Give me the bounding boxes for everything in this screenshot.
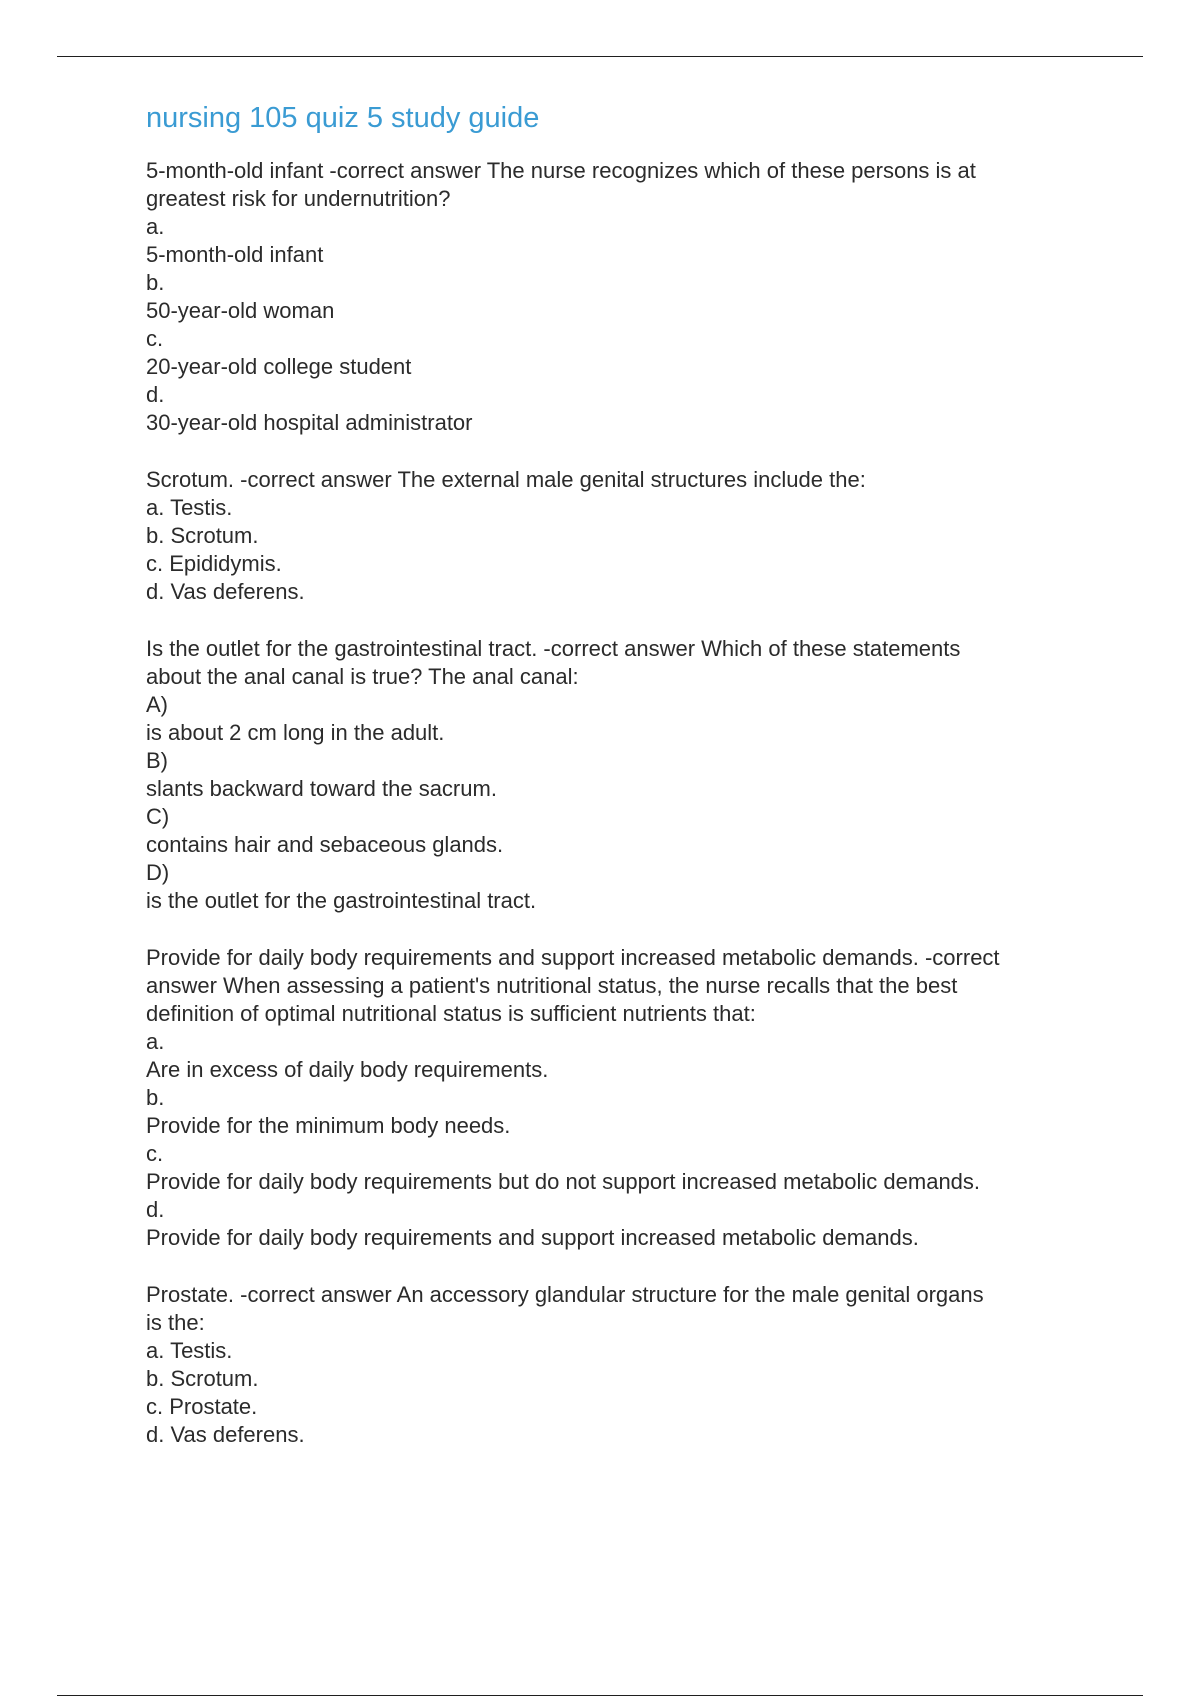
answer-option-text: Provide for the minimum body needs. <box>146 1113 511 1138</box>
answer-option-letter: a. <box>146 1029 165 1054</box>
answer-option-letter: b. <box>146 270 165 295</box>
question-prompt-line: Prostate. -correct answer An accessory glandular structure for the male genital organs <box>146 1282 984 1307</box>
answer-option: c. Epididymis. <box>146 551 282 576</box>
answer-option-text: Provide for daily body requirements and support increased metabolic demands. <box>146 1225 919 1250</box>
answer-option: c. Prostate. <box>146 1394 258 1419</box>
answer-option-text: 30-year-old hospital administrator <box>146 410 473 435</box>
question-block-2 <box>146 466 1106 606</box>
answer-option: d. Vas deferens. <box>146 579 305 604</box>
footer-rule <box>57 1695 1143 1696</box>
document-body <box>146 98 1106 1478</box>
question-prompt-line: about the anal canal is true? The anal canal: <box>146 664 579 689</box>
answer-option-letter: a. <box>146 214 165 239</box>
question-block-4 <box>146 944 1106 1252</box>
question-prompt-line: 5-month-old infant -correct answer The nurse recognizes which of these persons is at <box>146 158 976 183</box>
question-prompt-line: Scrotum. -correct answer The external male genital structures include the: <box>146 467 866 492</box>
answer-option-text: 5-month-old infant <box>146 242 324 267</box>
answer-option-text: is the outlet for the gastrointestinal tract. <box>146 888 537 913</box>
answer-option-text: is about 2 cm long in the adult. <box>146 720 445 745</box>
answer-option: a. Testis. <box>146 495 233 520</box>
question-prompt-line: answer When assessing a patient's nutritional status, the nurse recalls that the best <box>146 973 958 998</box>
question-prompt-line: Is the outlet for the gastrointestinal tract. -correct answer Which of these statements <box>146 636 961 661</box>
answer-option-letter: B) <box>146 748 168 773</box>
answer-option: d. Vas deferens. <box>146 1422 305 1447</box>
answer-option-text: 20-year-old college student <box>146 354 412 379</box>
question-prompt-line: Provide for daily body requirements and support increased metabolic demands. -correct <box>146 945 1000 970</box>
answer-option-letter: d. <box>146 1197 165 1222</box>
answer-option: b. Scrotum. <box>146 523 259 548</box>
question-prompt-line: is the: <box>146 1310 205 1335</box>
answer-option-letter: C) <box>146 804 170 829</box>
document-title: nursing 105 quiz 5 study guide <box>146 102 540 134</box>
answer-option-text: Are in excess of daily body requirements. <box>146 1057 549 1082</box>
answer-option-letter: c. <box>146 1141 164 1166</box>
header-rule <box>57 56 1143 57</box>
answer-option-text: 50-year-old woman <box>146 298 335 323</box>
answer-option-letter: b. <box>146 1085 165 1110</box>
answer-option-text: slants backward toward the sacrum. <box>146 776 497 801</box>
question-prompt-line: definition of optimal nutritional status is sufficient nutrients that: <box>146 1001 756 1026</box>
question-block-5 <box>146 1281 1106 1449</box>
question-prompt-line: greatest risk for undernutrition? <box>146 186 451 211</box>
answer-option-text: Provide for daily body requirements but do not support increased metabolic demands. <box>146 1169 981 1194</box>
answer-option-letter: A) <box>146 692 168 717</box>
answer-option-text: contains hair and sebaceous glands. <box>146 832 504 857</box>
answer-option-letter: d. <box>146 382 165 407</box>
question-block-1 <box>146 157 1106 437</box>
answer-option: b. Scrotum. <box>146 1366 259 1391</box>
question-block-3 <box>146 635 1106 915</box>
answer-option-letter: c. <box>146 326 164 351</box>
answer-option-letter: D) <box>146 860 170 885</box>
answer-option: a. Testis. <box>146 1338 233 1363</box>
